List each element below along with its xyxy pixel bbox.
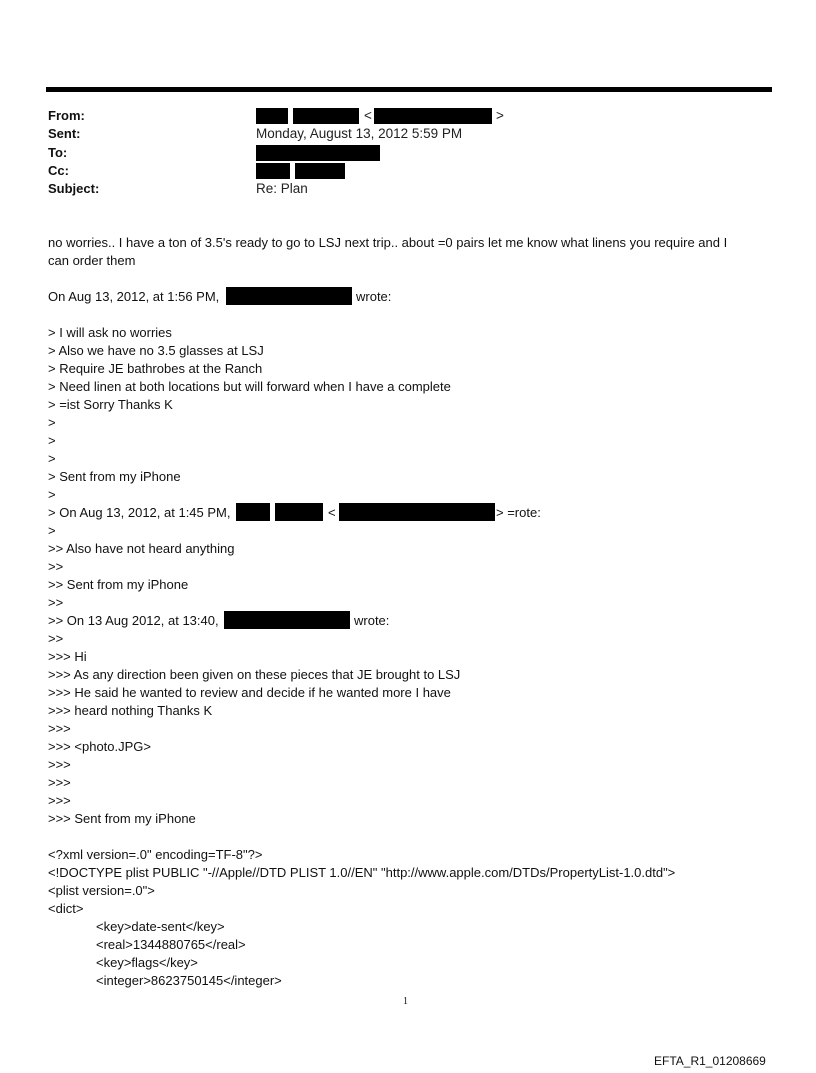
quote-attribution: On Aug 13, 2012, at 1:56 PM, xyxy=(48,289,220,304)
quoted-line: > I will ask no worries xyxy=(48,325,172,340)
quoted-line: > xyxy=(48,523,56,538)
xml-line: <plist version=.0"> xyxy=(48,883,155,898)
quoted-open-bracket: < xyxy=(328,505,336,520)
quoted-line: > =ist Sorry Thanks K xyxy=(48,397,173,412)
quoted-line: >> xyxy=(48,559,64,574)
xml-line: <key>flags</key> xyxy=(96,955,198,970)
quoted-line: > xyxy=(48,415,56,430)
redaction-block xyxy=(256,145,380,161)
quoted-line: > Require JE bathrobes at the Ranch xyxy=(48,361,263,376)
quoted-line: >>> <photo.JPG> xyxy=(48,739,151,754)
quoted-line: >>> As any direction been given on these pieces that JE brought to LSJ xyxy=(48,667,461,682)
xml-line: <!DOCTYPE plist PUBLIC "-//Apple//DTD PLIST 1.0//EN" "http://www.apple.com/DTDs/PropertyList-1.0.dtd"> xyxy=(48,865,676,880)
sent-label: Sent: xyxy=(48,126,81,141)
quoted-line: >> Also have not heard anything xyxy=(48,541,235,556)
quoted-line: >> xyxy=(48,631,64,646)
xml-line: <integer>8623750145</integer> xyxy=(96,973,282,988)
redaction-block xyxy=(295,163,345,179)
quoted-attribution: > On Aug 13, 2012, at 1:45 PM, xyxy=(48,505,231,520)
redaction-block xyxy=(256,163,290,179)
body-line: can order them xyxy=(48,253,136,268)
cc-label: Cc: xyxy=(48,163,69,178)
quoted-line: > Sent from my iPhone xyxy=(48,469,181,484)
quoted-line: >>> xyxy=(48,793,71,808)
redaction-block xyxy=(226,287,352,305)
redaction-block xyxy=(236,503,270,521)
redaction-block xyxy=(224,611,350,629)
xml-line: <key>date-sent</key> xyxy=(96,919,225,934)
quoted-attribution-wrote: wrote: xyxy=(354,613,390,628)
quoted-line: >>> Sent from my iPhone xyxy=(48,811,196,826)
xml-line: <?xml version=.0" encoding=TF-8"?> xyxy=(48,847,263,862)
redaction-block xyxy=(374,108,492,124)
page-number: 1 xyxy=(403,996,408,1007)
quoted-line: > Need linen at both locations but will forward when I have a complete xyxy=(48,379,451,394)
redaction-block xyxy=(256,108,288,124)
xml-line: <dict> xyxy=(48,901,84,916)
quoted-line: >> Sent from my iPhone xyxy=(48,577,189,592)
quoted-line: > Also we have no 3.5 glasses at LSJ xyxy=(48,343,264,358)
quoted-line: >>> xyxy=(48,757,71,772)
quoted-line: >>> heard nothing Thanks K xyxy=(48,703,213,718)
quote-attribution-wrote: wrote: xyxy=(356,289,392,304)
quoted-line: > xyxy=(48,487,56,502)
to-label: To: xyxy=(48,145,68,160)
quoted-line: > xyxy=(48,433,56,448)
from-label: From: xyxy=(48,108,85,123)
quoted-attribution: >> On 13 Aug 2012, at 13:40, xyxy=(48,613,219,628)
quoted-line: > xyxy=(48,451,56,466)
redaction-block xyxy=(339,503,495,521)
sent-value: Monday, August 13, 2012 5:59 PM xyxy=(256,126,463,141)
header-rule xyxy=(46,87,772,92)
from-open-bracket: < xyxy=(364,108,372,123)
quoted-line: >>> xyxy=(48,721,71,736)
quoted-attribution-suffix: > =rote: xyxy=(496,505,541,520)
from-close-bracket: > xyxy=(496,108,504,123)
redaction-block xyxy=(293,108,359,124)
subject-label: Subject: xyxy=(48,181,100,196)
document-id: EFTA_R1_01208669 xyxy=(654,1054,766,1068)
quoted-line: >> xyxy=(48,595,64,610)
subject-value: Re: Plan xyxy=(256,181,308,196)
body-line: no worries.. I have a ton of 3.5's ready to go to LSJ next trip.. about =0 pairs let me know what linens you require and I xyxy=(48,235,728,250)
quoted-line: >>> Hi xyxy=(48,649,87,664)
xml-line: <real>1344880765</real> xyxy=(96,937,246,952)
quoted-line: >>> He said he wanted to review and decide if he wanted more I have xyxy=(48,685,451,700)
redaction-block xyxy=(275,503,323,521)
quoted-line: >>> xyxy=(48,775,71,790)
